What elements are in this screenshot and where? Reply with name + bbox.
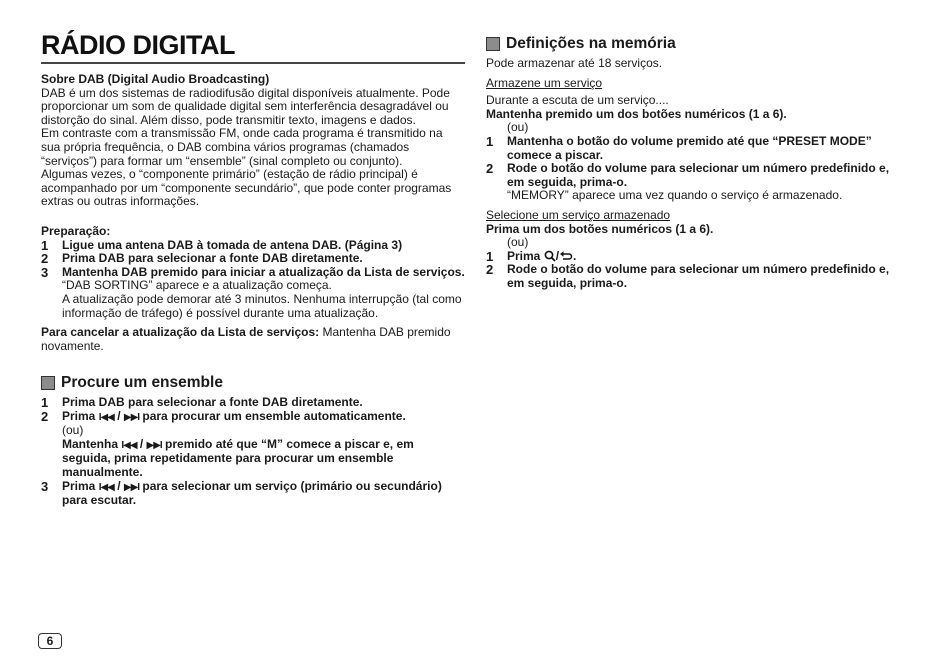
symbol-separator: /: [113, 478, 124, 493]
ensemble-heading: [41, 374, 465, 392]
step-prefix: Mantenha: [62, 436, 122, 451]
step-text: Ligue uma antena DAB à tomada de antena DAB. (Página 3): [62, 237, 403, 252]
or-text: (ou): [507, 235, 529, 250]
list-item: [41, 396, 465, 410]
list-item: [486, 250, 906, 264]
preparation-heading: Preparação:: [41, 224, 111, 238]
step-number: 1: [41, 237, 49, 253]
list-item: [41, 480, 465, 508]
or-text: (ou): [507, 120, 529, 135]
store-hold: Mantenha premido um dos botões numéricos (1 a 6).: [486, 106, 787, 121]
memory-note: “MEMORY” aparece uma vez quando o serviço é armazenado.: [507, 188, 843, 203]
step-text: Prima DAB para selecionar a fonte DAB diretamente.: [62, 251, 363, 266]
step-number: 1: [486, 248, 494, 264]
select-heading: Selecione um serviço armazenado: [486, 207, 671, 222]
symbol-separator: /: [136, 436, 147, 451]
search-icon: [544, 250, 556, 262]
step-text: Mantenha o botão do volume premido até que “PRESET MODE” comece a piscar.: [507, 133, 872, 162]
store-during: Durante a escuta de um serviço....: [486, 93, 669, 108]
next-track-icon: ▶▶I: [146, 439, 162, 451]
page-number: 6: [38, 633, 62, 649]
page-title: RÁDIO DIGITAL: [41, 30, 235, 60]
previous-track-icon: I◀◀: [98, 411, 114, 423]
list-item: [486, 263, 906, 290]
about-heading: Sobre DAB (Digital Audio Broadcasting): [41, 72, 270, 86]
memory-section: [486, 35, 906, 291]
step-prefix: Prima: [507, 248, 544, 263]
step-text: [62, 410, 406, 425]
step-number: 2: [486, 262, 494, 278]
about-paragraph-1: DAB é um dos sistemas de radiodifusão digital disponíveis atualmente. Pode proporcionar um som de qualidade digital sem interferência desagradável ou distorção do sinal. Além disso, pode transmitir texto, imagens e dados.: [41, 85, 450, 127]
cancel-label: Para cancelar a atualização da Lista de serviços:: [41, 325, 320, 340]
or-text: (ou): [62, 423, 84, 438]
step-number: 3: [41, 478, 49, 494]
step-number: 2: [41, 408, 49, 424]
dab-sorting-note: “DAB SORTING” aparece e a atualização começa.: [62, 278, 332, 293]
step-number: 1: [41, 395, 49, 410]
step-prefix: Prima: [62, 408, 99, 423]
about-paragraph-2: Em contraste com a transmissão FM, onde cada programa é transmitido na sua própria frequência, o DAB combina vários programas (chamados “serviços”) para formar um “ensemble” (sinal completo ou conjunto).: [41, 126, 443, 168]
list-item: [41, 410, 465, 425]
store-heading: Armazene um serviço: [486, 75, 603, 90]
list-item: [486, 135, 906, 162]
manual-search-text: [62, 438, 465, 480]
step-text: Rode o botão do volume para selecionar um número predefinido e, em seguida, prima-o.: [507, 262, 890, 290]
step-prefix: Prima: [62, 478, 99, 493]
select-press: Prima um dos botões numéricos (1 a 6).: [486, 221, 714, 236]
previous-track-icon: I◀◀: [98, 481, 114, 493]
memory-intro: Pode armazenar até 18 serviços.: [486, 56, 663, 70]
step-text: Mantenha DAB premido para iniciar a atualização da Lista de serviços.: [62, 264, 465, 279]
cancel-update-note: [41, 326, 465, 353]
list-item: [41, 252, 465, 266]
ensemble-heading-text: Procure um ensemble: [61, 374, 223, 391]
step-text: Prima DAB para selecionar a fonte DAB diretamente.: [62, 395, 363, 409]
title-divider: [41, 62, 465, 64]
step-number: 2: [41, 251, 49, 267]
symbol-separator: /: [113, 408, 124, 423]
step-text: Rode o botão do volume para selecionar um número predefinido e, em seguida, prima-o.: [507, 161, 890, 189]
step-text: Prima / .: [507, 248, 577, 263]
next-track-icon: ▶▶I: [123, 411, 140, 423]
memory-heading: [486, 35, 906, 53]
next-track-icon: ▶▶I: [123, 481, 140, 493]
section-square-icon: [41, 376, 55, 390]
step-number: 1: [486, 133, 494, 149]
previous-track-icon: I◀◀: [121, 439, 137, 451]
step-suffix: .: [573, 248, 577, 263]
step-text: [62, 480, 465, 508]
about-dab-section: [41, 73, 465, 209]
step-suffix: para procurar um ensemble automaticamente.: [139, 408, 406, 423]
section-square-icon: [486, 37, 500, 51]
update-duration-note: A atualização pode demorar até 3 minutos. Nenhuma interrupção (tal como informação de tráfego) é possível durante uma atualização.: [62, 291, 462, 320]
step-suffix: premido até que “M” comece a piscar e, em seguida, prima repetidamente para procurar um ensemble manualmente.: [62, 436, 414, 479]
step-number: 2: [486, 161, 494, 177]
about-paragraph-3: Algumas vezes, o “componente primário” (estação de rádio principal) é acompanhado por um “componente secundário”, que pode conter programas extras ou outras informações.: [41, 167, 452, 209]
back-arrow-icon: [559, 250, 573, 262]
cancel-text: Mantenha DAB premido novamente.: [41, 325, 451, 353]
list-item: [41, 266, 465, 280]
list-item: [41, 239, 465, 253]
step-number: 3: [41, 264, 49, 280]
step-suffix: para selecionar um serviço (primário ou secundário) para escutar.: [62, 478, 442, 508]
preparation-section: [41, 225, 465, 353]
ensemble-section: [41, 374, 465, 508]
list-item: [486, 162, 906, 189]
memory-heading-text: Definições na memória: [506, 35, 676, 52]
